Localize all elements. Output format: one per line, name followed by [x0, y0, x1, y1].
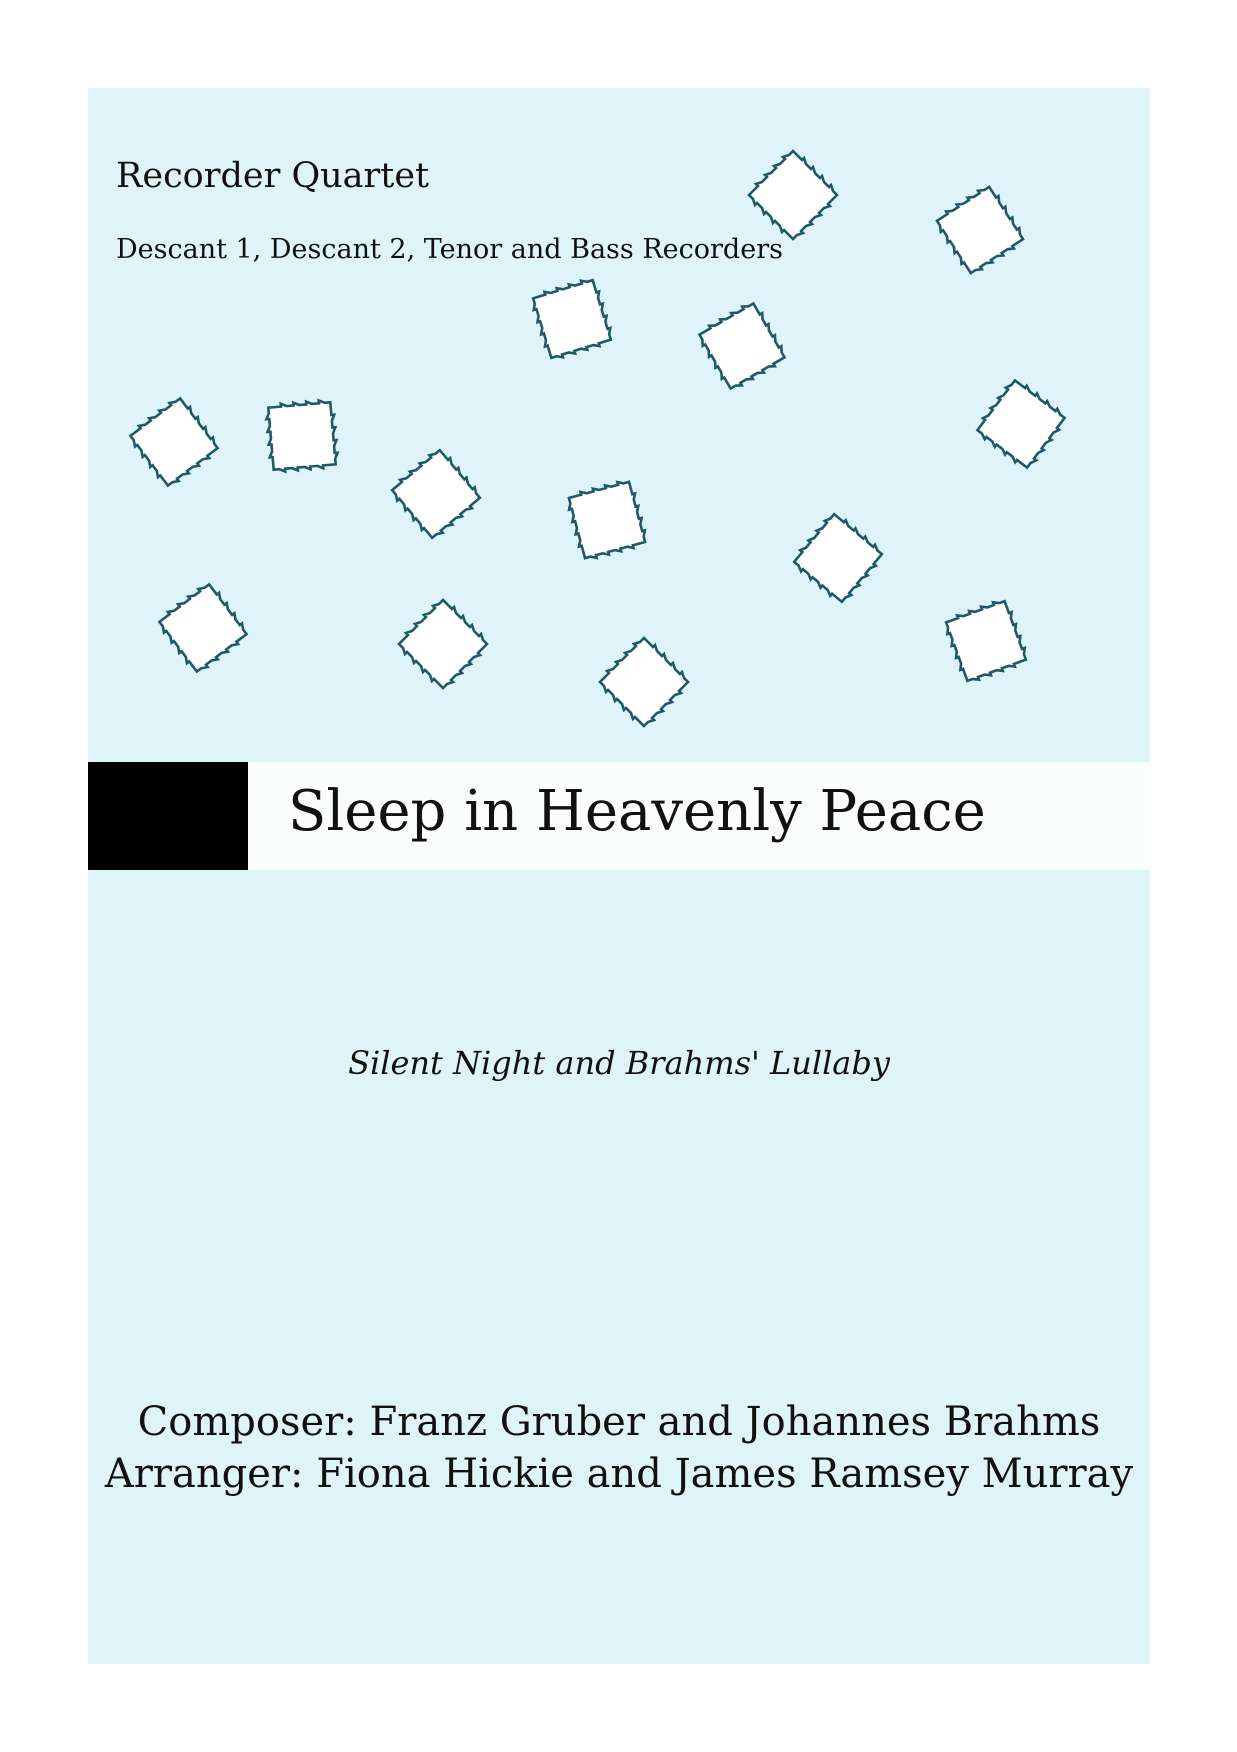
snowflake-icon: [153, 578, 252, 677]
snowflake-icon: [600, 638, 688, 726]
snowflake-icon: [388, 446, 483, 541]
snowflake-icon: [547, 460, 667, 580]
credits: [88, 1396, 1150, 1500]
title-accent-block: [88, 762, 248, 870]
snowflake-icon: [240, 374, 364, 498]
snowflake-icon: [928, 178, 1032, 282]
snowflake-icon: [688, 292, 796, 400]
cover-panel: [88, 88, 1150, 1664]
subtitle: Silent Night and Brahms' Lullaby: [348, 1044, 890, 1082]
arranger-line: Arranger: Fiona Hickie and James Ramsey Murray: [104, 1451, 1134, 1497]
snowflake-icon: [399, 600, 487, 688]
snowflake-icon: [512, 259, 631, 378]
page-title: Sleep in Heavenly Peace: [288, 779, 986, 844]
composer-line: Composer: Franz Gruber and Johannes Brahms: [137, 1399, 1101, 1445]
snowflake-icon: [749, 151, 837, 239]
title-band: [88, 762, 1150, 870]
snowflake-icon: [124, 392, 223, 491]
snowflake-icon: [790, 510, 885, 605]
snowflake-icon: [971, 374, 1070, 473]
snowflake-icon: [928, 583, 1045, 700]
snowflake-decoration: [88, 88, 1150, 768]
instrumentation-label: Descant 1, Descant 2, Tenor and Bass Recorders: [116, 234, 783, 265]
ensemble-label: Recorder Quartet: [116, 156, 430, 196]
